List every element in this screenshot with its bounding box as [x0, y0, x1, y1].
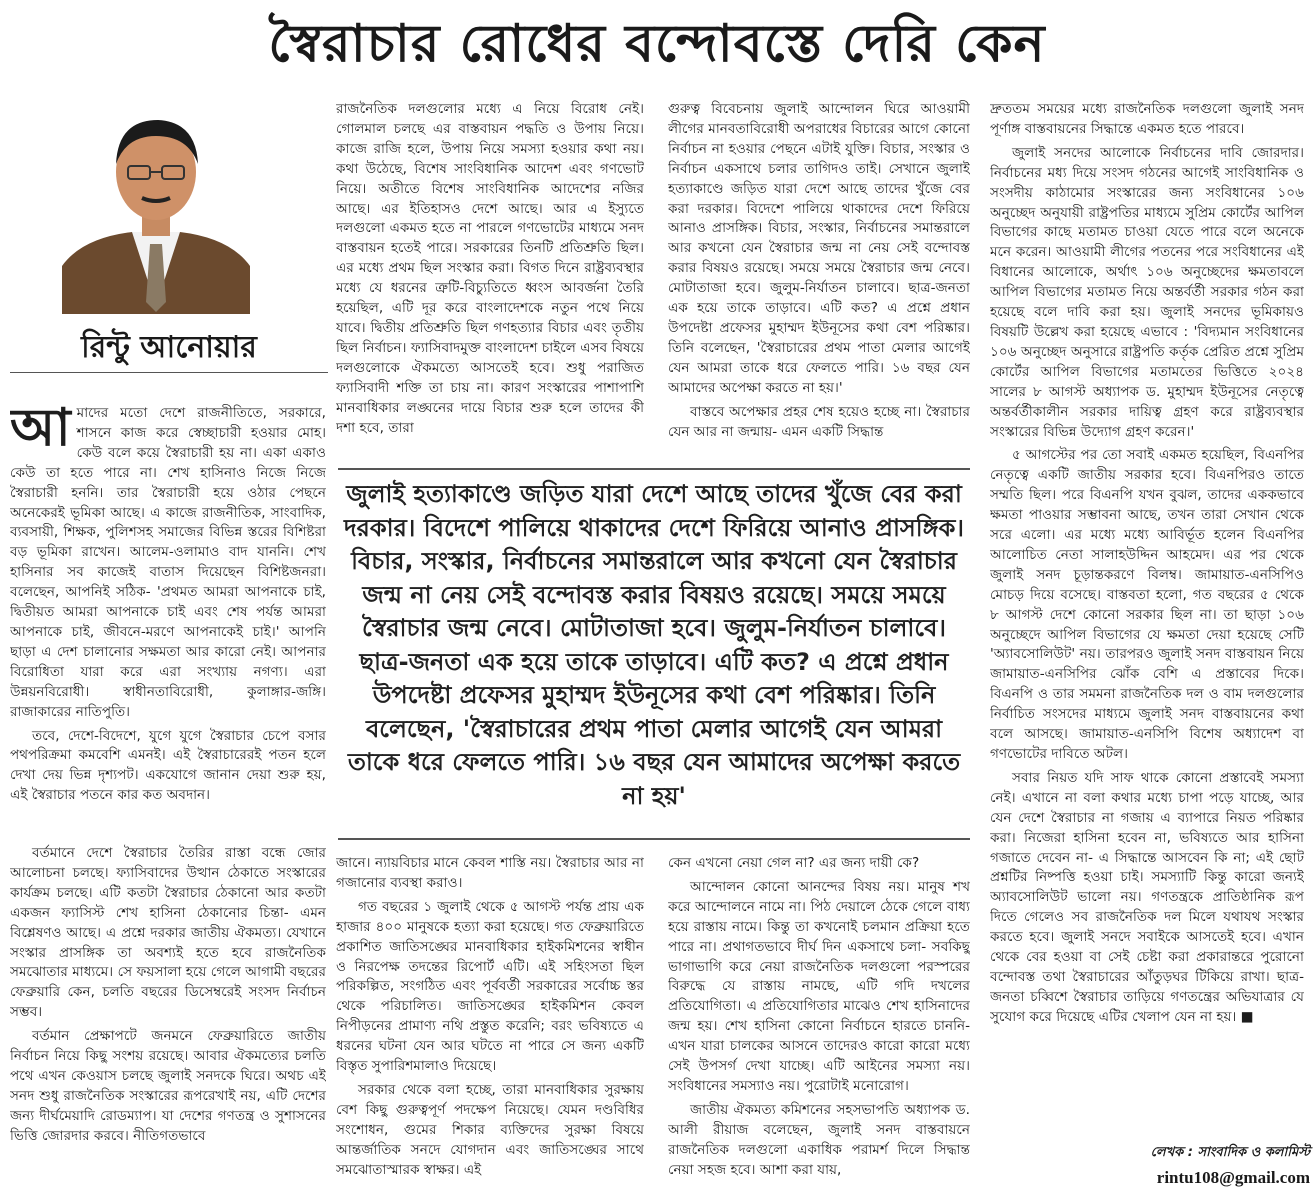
paragraph: বর্তমানে দেশে স্বৈরাচার তৈরির রাস্তা বন্ধে জোর আলোচনা চলছে। ফ্যাসিবাদের উত্থান ঠেকাতে সংস্কারের কার্যক্রম চলছে। এটি কতটা স্বৈরাচার ঠেকানো আর কতটা একজন ফ্যাসিস্ট শেখ হাসিনা ঠেকানোর চিন্তা- এমন বিশ্লেষণও আছে। এ প্রশ্নে দরকার জাতীয় ঐকমত্য। যেখানে সংস্কার প্রাসঙ্গিক তা অবশ্যই হতে হবে রাজনৈতিক সমঝোতার মাধ্যমে। সে ফয়সালা হয়ে গেলে আগামী বছরের ফেব্রুয়ারি কেন, চলতি বছরের ডিসেম্বরেই সংসদ নির্বাচন সম্ভব।	[10, 845, 326, 1021]
column-3-top	[668, 100, 970, 456]
drop-cap: আ	[10, 404, 71, 458]
pull-quote: জুলাই হত্যাকাণ্ডে জড়িত যারা দেশে আছে তাদের খুঁজে বের করা দরকার। বিদেশে পালিয়ে থাকাদের দেশে ফিরিয়ে আনাও প্রাসঙ্গিক। বিচার, সংস্কার, নির্বাচনের সমান্তরালে আর কখনো যেন স্বৈরাচার জন্ম না নেয় সেই বন্দোবস্ত করার বিষয়ও রয়েছে। সময়ে সময়ে স্বৈরাচার জন্ম নেবে। মোটাতাজা হবে। জুলুম-নির্যাতন চালাবে। ছাত্র-জনতা এক হয়ে তাকে তাড়াবে। এটি কত? এ প্রশ্নে প্রধান উপদেষ্টা প্রফেসর মুহাম্মদ ইউনূসের কথা বেশ পরিষ্কার। তিনি বলেছেন, 'স্বৈরাচারের প্রথম পাতা মেলার আগেই যেন আমরা তাকে ধরে ফেলতে পারি। ১৬ বছর যেন আমাদের অপেক্ষা করতে না হয়'	[344, 480, 964, 810]
paragraph: কেন এখনো নেয়া গেল না? এর জন্য দায়ী কে?	[668, 855, 920, 871]
author-portrait-image	[62, 106, 250, 314]
paragraph: আমাদের মতো দেশে রাজনীতিতে, সরকারে, শাসনে কাজ করে স্বেচ্ছাচারী হওয়ার মোহ। কেউ বলে কয়ে স্বৈরাচারী হয় না। একা একাও কেউ তা হতে পারে না। শেখ হাসিনাও নিজে নিজে স্বৈরাচারী হননি। তার স্বৈরাচারী হয়ে ওঠার পেছনে অনেকেরই ভূমিকা আছে। এ কাজে রাজনীতিক, সাংবাদিক, ব্যবসায়ী, শিক্ষক, পুলিশসহ সমাজের বিভিন্ন স্তরের বিশিষ্টরা বড় ভূমিকা রাখেন। আলেম-ওলামাও বাদ যাননি। শেখ হাসিনার সব কাজেই বাতাস দিয়েছেন বিশিষ্টজনরা। বলেছেন, আপনিই সঠিক- 'প্রথমত আমরা আপনাকে চাই, দ্বিতীয়ত আমরা আপনাকে চাই এবং শেষ পর্যন্ত আমরা আপনাকে চাই, জীবনে-মরণে আপনাকেই চাই।' আপনি ছাড়া এ দেশ চালানোর সক্ষমতা আর কারো নেই। আপনার বিরোধিতা যারা করে এরা সংখ্যায় নগণ্য। এরা উন্নয়নবিরোধী। স্বাধীনতাবিরোধী, কুলাঙ্গার-জঙ্গি। রাজাকারের নাতিপুতি।	[10, 404, 326, 720]
paragraph: দ্রুততম সময়ের মধ্যে রাজনৈতিক দলগুলো জুলাই সনদ পূর্ণাঙ্গ বাস্তবায়নের সিদ্ধান্তে একমত হতে পারবে।	[990, 101, 1304, 137]
column-3-bottom	[668, 854, 970, 1200]
paragraph: রাজনৈতিক দলগুলোর মধ্যে এ নিয়ে বিরোধ নেই। গোলমাল চলছে এর বাস্তবায়ন পদ্ধতি ও উপায় নিয়ে। কাজে রাজি হলে, উপায় নিয়ে সমস্যা হওয়ার কথা নয়। কথা উঠেছে, বিশেষ সাংবিধানিক আদেশ এবং গণভোট নিয়ে। অতীতে বিশেষ সাংবিধানিক আদেশের নজির আছে। এর ইতিহাসও দেশে আছে। আর এ ইস্যুতে দলগুলো একমত হতে না পারলে গণভোটের মাধ্যমে সনদ বাস্তবায়ন হতেই পারে। সরকারের তিনটি প্রতিশ্রুতি ছিল। এর মধ্যে প্রথম ছিল সংস্কার করা। বিগত দিনে রাষ্ট্রব্যবস্থার মধ্যে যে ধরনের ত্রুটি-বিচ্যুতিতে ধ্বংস আবর্জনা তৈরি হয়েছিল, এটি দূর করে বাংলাদেশকে নতুন পথে নিয়ে যাবে। দ্বিতীয় প্রতিশ্রুতি ছিল গণহত্যার বিচার এবং তৃতীয় ছিল নির্বাচন। ফ্যাসিবাদমুক্ত বাংলাদেশ চাইলে এসব বিষয়ে দলগুলোকে ঐকমত্যে আসতেই হবে। শুধু পরাজিত ফ্যাসিবাদী শক্তি তা চায় না। কারণ সংস্কারের পাশাপাশি মানবাধিকার লঙ্ঘনের দায়ে বিচার শুরু হলে তাদের কী দশা হবে, তারা	[336, 101, 644, 436]
paragraph: জাতীয় ঐকমত্য কমিশনের সহসভাপতি অধ্যাপক ড. আলী রীয়াজ বলেছেন, জুলাই সনদ বাস্তবায়নে রাজনৈতিক দলগুলো একাধিক পরামর্শ দিলে সিদ্ধান্ত নেয়া সহজ হবে। আশা করা যায়,	[668, 1101, 970, 1178]
author-name: রিন্টু আনোয়ার	[81, 330, 257, 365]
paragraph: গত বছরের ১ জুলাই থেকে ৫ আগস্ট পর্যন্ত প্রায় এক হাজার ৪০০ মানুষকে হত্যা করা হয়েছে। গত ফেব্রুয়ারিতে প্রকাশিত জাতিসঙ্ঘের মানবাধিকার হাইকমিশনের স্বাধীন ও নিরপেক্ষ তদন্তের রিপোর্ট এটি। এই সহিংসতা ছিল পরিকল্পিত, সংগঠিত এবং পূর্ববর্তী সরকারের সর্বোচ্চ স্তর থেকে পরিচালিত। জাতিসঙ্ঘের হাইকমিশন কেবল নিপীড়নের প্রামাণ্য নথি প্রস্তুত করেনি; বরং ভবিষ্যতে এ ধরনের ঘটনা যেন আর ঘটতে না পারে সে জন্য একটি বিস্তৃত সুপারিশমালাও দিয়েছে।	[336, 898, 644, 1075]
author-divider	[10, 372, 328, 373]
paragraph: বর্তমান প্রেক্ষাপটে জনমনে ফেব্রুয়ারিতে জাতীয় নির্বাচন নিয়ে কিছু সংশয় রয়েছে। আবার ঐকমত্যের চলতি পথে এখন কেওয়াস চলছে জুলাই সনদকে ঘিরে। অথচ এই সনদ শুধু রাজনৈতিক সংস্কারের রূপরেখাই নয়, এটি দেশের জন্য দীর্ঘমেয়াদি রোডম্যাপ। যা দেশের গণতন্ত্র ও সুশাসনের ভিত্তি জোরদার করবে। নীতিগতভাবে	[10, 1028, 326, 1144]
column-2-bottom	[336, 854, 644, 1200]
column-1-bottom	[10, 844, 326, 1200]
paragraph: তবে, দেশে-বিদেশে, যুগে যুগে স্বৈরাচার চেপে বসার পথপরিক্রমা কমবেশি এমনই। এই স্বৈরাচারেরই পতন হলে দেখা দেয় ভিন্ন দৃশ্যপট। একযোগে জানান দেয়া শুরু হয়, এই স্বৈরাচার পতনে কার কত অবদান।	[10, 727, 326, 804]
paragraph: সবার নিয়ত যদি সাফ থাকে কোনো প্রস্তাবেই সমস্যা নেই। এখানে না বলা কথার মধ্যে চাপা পড়ে যাচ্ছে, আর যেন দেশে স্বৈরাচার না গজায় এ ব্যাপারে নিয়ত পরিষ্কার করা। নিজেরা হাসিনা হবেন না, ভবিষ্যতে আর হাসিনা গজাতে দেবেন না- এ সিদ্ধান্তে আসবেন কি না; এই ছোট প্রশ্নটির নিষ্পত্তি হওয়া চাই। সমস্যাটি কিন্তু কারো জন্যই অ্যাবসোলিউট ভালো নয়। গণতন্ত্রকে প্রাতিষ্ঠানিক রূপ দিতে গেলেও সব রাজনৈতিক দল মিলে যথাযথ সংস্কার করতে হবে। জুলাই সনদে সবাইকে আসতেই হবে। এখান থেকে বের হওয়া বা সেই চেষ্টা করা প্রকারান্তরে পুরোনো বন্দোবস্ত তথা স্বৈরাচারের আঁতুড়ঘর টিকিয়ে রাখা। ছাত্র-জনতা চব্বিশে স্বৈরাচার তাড়িয়ে গণতন্ত্রের অভিযাত্রার যে সুযোগ করে দিয়েছে এটির খেলাপ যেন না হয়। ■	[990, 769, 1304, 1025]
article-headline: স্বৈরাচার রোধের বন্দোবস্তে দেরি কেন	[268, 14, 1046, 74]
column-1-top	[10, 404, 326, 842]
pullquote-top-rule	[338, 468, 970, 470]
paragraph: জুলাই সনদের আলোকে নির্বাচনের দাবি জোরদার। নির্বাচনের মধ্য দিয়ে সংসদ গঠনের আগেই সাংবিধানিক ও সংসদীয় কাঠামোর সংস্কারের জন্য সংবিধানের ১০৬ অনুচ্ছেদ অনুযায়ী রাষ্ট্রপতির মাধ্যমে সুপ্রিম কোর্টের আপিল বিভাগের কাছে মতামত চাওয়া যেতে পারে বলে অনেকে মনে করেন। আওয়ামী লীগের পতনের পরে সংবিধানের এই বিধানের আলোকে, অর্থাৎ ১০৬ অনুচ্ছেদের ক্ষমতাবলে আপিল বিভাগের মতামত নিয়ে অন্তর্বর্তী সরকার গঠন করা হয়েছে বলে দাবি করা হয়। জুলাই সনদের ভূমিকায়ও বিষয়টি উল্লেখ করা হয়েছে এভাবে : 'বিদ্যমান সংবিধানের ১০৬ অনুচ্ছেদ অনুসারে রাষ্ট্রপতি কর্তৃক প্রেরিত প্রশ্নে সুপ্রিম কোর্টের আপিল বিভাগের মতামতের ভিত্তিতে ২০২৪ সালের ৮ আগস্ট অধ্যাপক ড. মুহাম্মদ ইউনূসের নেতৃত্বে অন্তর্বর্তীকালীন সরকার দায়িত্ব গ্রহণ করে রাষ্ট্রব্যবস্থার সংস্কারের বিভিন্ন উদ্যোগ গ্রহণ করেন।'	[990, 144, 1304, 440]
paragraph: আন্দোলন কোনো আনন্দের বিষয় নয়। মানুষ শখ করে আন্দোলনে নামে না। পিঠ দেয়ালে ঠেকে গেলে বাধ্য হয়ে রাস্তায় নামে। কিন্তু তা কখনোই চলমান প্রক্রিয়া হতে পারে না। প্রথাগতভাবে দীর্ঘ দিন একসাথে চলা- সবকিছু ভাগাভাগি করে নেয়া রাজনৈতিক দলগুলো পরস্পরের বিরুদ্ধে যে রাস্তায় নামছে, এটি গদি দখলের প্রতিযোগিতা। এ প্রতিযোগিতার মাঝেও শেখ হাসিনাদের জন্ম হয়। শেখ হাসিনা কোনো নির্বাচনে হারতে চাননি- এখন যারা চালকের আসনে তাদেরও কারো কারো মধ্যে সেই উপসর্গ দেখা যাচ্ছে। এটি আইনের সমস্যা নয়। সংবিধানের সমস্যাও নয়। পুরোটাই মনোরোগ।	[668, 878, 970, 1094]
paragraph: গুরুত্ব বিবেচনায় জুলাই আন্দোলন ঘিরে আওয়ামী লীগের মানবতাবিরোধী অপরাধের বিচারের আগে কোনো নির্বাচন না হওয়ার পেছনে এটাই যুক্তি। বিচার, সংস্কার ও নির্বাচন একসাথে চলার তাগিদও তাই। সেখানে জুলাই হত্যাকাণ্ডে জড়িত যারা দেশে আছে তাদের খুঁজে বের করা দরকার। বিদেশে পালিয়ে থাকাদের দেশে ফিরিয়ে আনাও প্রাসঙ্গিক। বিচার, সংস্কার, নির্বাচনের সমান্তরালে আর কখনো যেন স্বৈরাচার জন্ম না নেয় সেই বন্দোবস্ত করার বিষয়ও রয়েছে। সময়ে সময়ে স্বৈরাচার জন্ম নেবে। মোটাতাজা হবে। জুলুম-নির্যাতন চালাবে। ছাত্র-জনতা এক হয়ে তাকে তাড়াবে। এটি কত? এ প্রশ্নে প্রধান উপদেষ্টা প্রফেসর মুহাম্মদ ইউনূসের কথা বেশ পরিষ্কার। তিনি বলেছেন, 'স্বৈরাচারের প্রথম পাতা মেলার আগেই যেন আমরা তাকে ধরে ফেলতে পারি। ১৬ বছর যেন আমাদের অপেক্ষা করতে না হয়।'	[668, 101, 970, 396]
pullquote-bottom-rule	[338, 838, 970, 840]
paragraph: বাস্তবে অপেক্ষার প্রহর শেষ হয়েও হচ্ছে না। স্বৈরাচার যেন আর না জন্মায়- এমন একটি সিদ্ধান্ত	[668, 403, 970, 440]
author-byline: লেখক : সাংবাদিক ও কলামিস্ট	[1150, 1145, 1310, 1160]
paragraph: জানে। ন্যায়বিচার মানে কেবল শাস্তি নয়। স্বৈরাচার আর না গজানোর ব্যবস্থা করাও।	[336, 855, 644, 891]
author-email: rintu108@gmail.com	[1156, 1168, 1310, 1187]
column-4	[990, 100, 1304, 1140]
paragraph: ৫ আগস্টের পর তো সবাই একমত হয়েছিল, বিএনপির নেতৃত্বে একটি জাতীয় সরকার হবে। বিএনপিরও তাতে সম্মতি ছিল। পরে বিএনপি যখন বুঝল, তাদের এককভাবে ক্ষমতা পাওয়ার সম্ভাবনা আছে, তখন তারা সেখান থেকে সরে এলো। এর মধ্যে মধ্যে আবির্ভূত হলেন বিএনপির আলোচিত নেতা সালাহউদ্দিন আহমেদ। এর পর থেকে জুলাই সনদ চূড়ান্তকরণে বিলম্ব। জামায়াত-এনসিপিও মোচড় দিয়ে বসেছে। বাস্তবতা হলো, গত বছরের ৫ থেকে ৮ আগস্ট দেশে কোনো সরকার ছিল না। তা ছাড়া ১০৬ অনুচ্ছেদে আপিল বিভাগের যে ক্ষমতা দেয়া হয়েছে সেটি 'অ্যাবসোলিউট' নয়। তারপরও জুলাই সনদ বাস্তবায়ন নিয়ে জামায়াত-এনসিপির ঝোঁক বেশি এ প্রস্তাবের দিকে। বিএনপি ও তার সমমনা রাজনৈতিক দল ও বাম দলগুলোর নির্বাচিত সংসদের মাধ্যমে জুলাই সনদ বাস্তবায়নের কথা বলে আসছে। জামায়াত-এনসিপি বিশেষ অধ্যাদেশ বা গণভোটের দাবিতে অটল।	[990, 447, 1304, 762]
paragraph: সরকার থেকে বলা হচ্ছে, তারা মানবাধিকার সুরক্ষায় বেশ কিছু গুরুত্বপূর্ণ পদক্ষেপ নিয়েছে। যেমন দণ্ডবিধির সংশোধন, গুমের শিকার ব্যক্তিদের সুরক্ষা বিষয়ে আন্তর্জাতিক সনদে যোগদান এবং জাতিসঙ্ঘের সাথে সমঝোতাস্মারক স্বাক্ষর। এই	[336, 1081, 644, 1178]
column-2-top	[336, 100, 644, 456]
author-photo	[62, 106, 250, 314]
